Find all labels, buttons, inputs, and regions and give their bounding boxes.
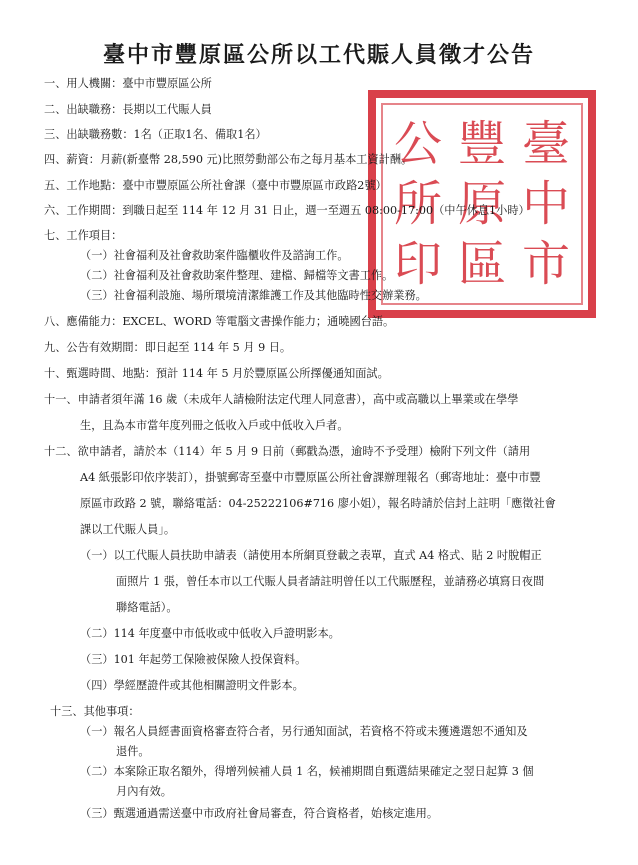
svg-text:所: 所 [393, 176, 443, 232]
item-12-cont-2: 原區市政路 2 號，聯絡電話：04-25222106#716 廖小姐），報名時請於信封上註明「應徵社會 [80, 497, 556, 510]
item-5: 五、工作地點：臺中市豐原區公所社會課（臺中市豐原區市政路2號） [44, 179, 387, 192]
item-7: 七、工作項目： [44, 229, 123, 242]
svg-text:區: 區 [457, 236, 507, 292]
item-12-sub-2: （二）114 年度臺中市低收或中低收入戶證明影本。 [80, 627, 340, 640]
item-1: 一、用人機關：臺中市豐原區公所 [44, 77, 212, 90]
svg-text:中: 中 [521, 176, 571, 232]
item-7-sub-2: （二）社會福利及社會救助案件整理、建檔、歸檔等文書工作。 [80, 269, 394, 282]
item-2: 二、出缺職務：長期以工代賑人員 [44, 103, 212, 116]
item-7-sub-1: （一）社會福利及社會救助案件臨櫃收件及諮詢工作。 [80, 249, 349, 262]
item-11: 十一、申請者須年滿 16 歲（未成年人請檢附法定代理人同意書），高中或高職以上畢業或在學學 [44, 393, 519, 406]
item-12: 十二、欲申請者，請於本（114）年 5 月 9 日前（郵戳為憑，逾時不予受理）檢附下列文件（請用 [44, 445, 531, 458]
item-12-sub-4: （四）學經歷證件或其他相關證明文件影本。 [80, 679, 304, 692]
item-4: 四、薪資：月薪(新臺幣 28,590 元)比照勞動部公布之每月基本工資計酬。 [44, 153, 413, 166]
item-13-sub-3: （三）甄選通過需送臺中市政府社會局審查，符合資格者，始核定進用。 [80, 807, 439, 820]
item-12-cont-3: 課以工代賑人員」。 [80, 523, 176, 536]
item-13-sub-1: （一）報名人員經書面資格審查符合者，另行通知面試，若資格不符或未獲遴選恕不通知及 [80, 725, 528, 738]
item-3: 三、出缺職務數：1名（正取1名、備取1名） [44, 128, 267, 141]
svg-text:市: 市 [521, 236, 571, 292]
item-13-sub-2: （二）本案除正取名額外，得增列候補人員 1 名，候補期間自甄選結果確定之翌日起算 3 個 [80, 765, 534, 778]
item-12-sub-3: （三）101 年起勞工保險被保險人投保資料。 [80, 653, 307, 666]
svg-text:臺: 臺 [521, 116, 571, 172]
item-12-sub-1: （一）以工代賑人員扶助申請表（請使用本所網頁登載之表單，直式 A4 格式、貼 2 吋脫帽正 [80, 549, 542, 562]
svg-text:印: 印 [393, 236, 443, 292]
svg-text:原: 原 [457, 176, 507, 232]
svg-text:公: 公 [393, 116, 443, 172]
item-6: 六、工作期間：到職日起至 114 年 12 月 31 日止，週一至週五 08:00-17:00（中午休息1小時） [44, 204, 530, 217]
item-7-sub-3: （三）社會福利設施、場所環境清潔維護工作及其他臨時性交辦業務。 [80, 289, 427, 302]
item-13-sub-1-cont: 退件。 [116, 745, 150, 758]
item-8: 八、應備能力：EXCEL、WORD 等電腦文書操作能力；通曉國台語。 [44, 315, 395, 328]
notice-title: 臺中市豐原區公所以工代賑人員徵才公告 [102, 42, 535, 68]
item-9: 九、公告有效期間：即日起至 114 年 5 月 9 日。 [44, 341, 292, 354]
item-12-sub-1-cont-2: 聯絡電話）。 [116, 601, 178, 614]
svg-text:豐: 豐 [457, 116, 507, 172]
item-10: 十、甄選時間、地點：預計 114 年 5 月於豐原區公所擇優通知面試。 [44, 367, 389, 380]
item-13-sub-2-cont: 月內有效。 [116, 785, 172, 798]
item-12-cont-1: A4 紙張影印依序裝訂），掛號郵寄至臺中市豐原區公所社會課辦理報名（郵寄地址：臺中市豐 [80, 471, 541, 484]
item-13: 十三、其他事項： [50, 705, 140, 718]
item-12-sub-1-cont-1: 面照片 1 張，曾任本市以工代賑人員者請註明曾任以工代賑歷程，並請務必填寫日夜間 [116, 575, 545, 588]
item-11-cont: 生，且為本市當年度列冊之低收入戶或中低收入戶者。 [80, 419, 349, 432]
